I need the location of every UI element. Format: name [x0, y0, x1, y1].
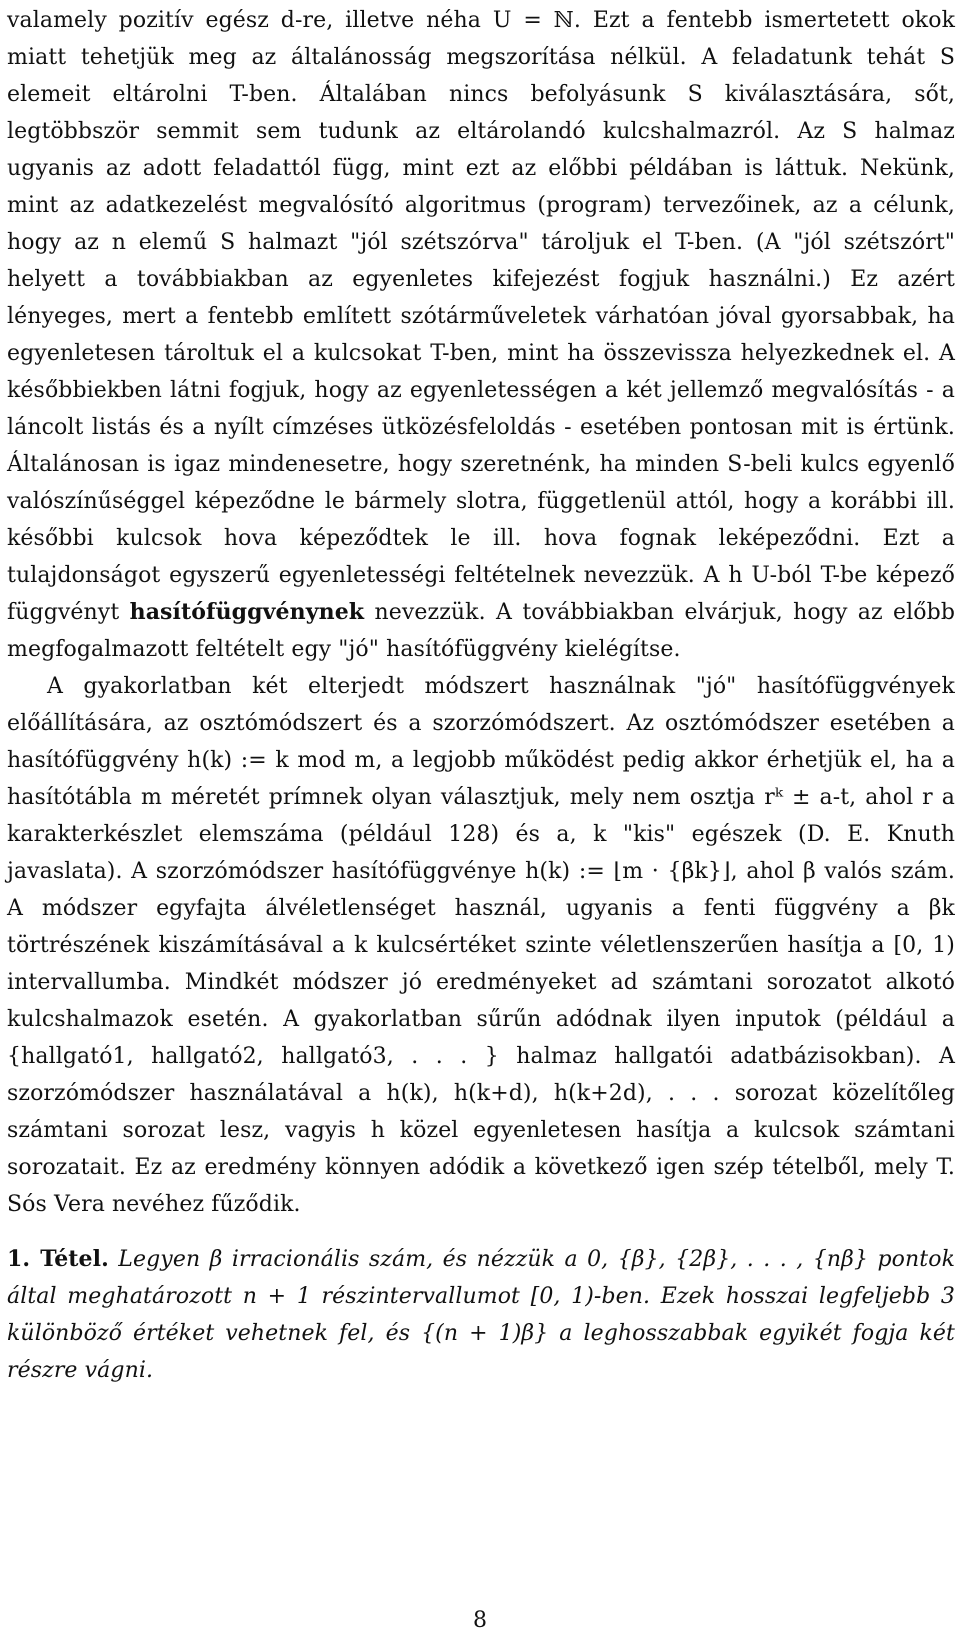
- page-number: 8: [473, 1608, 487, 1633]
- paragraph-hashing-intro: [7, 2, 955, 668]
- theorem-label: 1. Tétel.: [7, 1246, 109, 1272]
- paragraph-hash-methods: A gyakorlatban két elterjedt módszert használnak "jó" hasítófüggvények előállítására, az osztómódszert és a szorzómódszert. Az osztómódszer esetében a hasítófüggvény h(k) := k mod m, a legjobb működést pedig akkor érhetjük el, ha a hasítótábla m méretét prímnek olyan választjuk, mely nem osztja rᵏ ± a-t, ahol r a karakterkészlet elemszáma (például 128) és a, k "kis" egészek (D. E. Knuth javaslata). A szorzómódszer hasítófüggvénye h(k) := ⌊m · {βk}⌋, ahol β valós szám. A módszer egyfajta álvéletlenséget használ, ugyanis a fenti függvény a βk törtrészének kiszámításával a k kulcsértéket szinte véletlenszerűen hasítja a [0, 1) intervallumba. Mindkét módszer jó eredményeket ad számtani sorozatot alkotó kulcshalmazok esetén. A gyakorlatban sűrűn adódnak ilyen inputok (például a {hallgató1, hallgató2, hallgató3, . . . } halmaz hallgatói adatbázisokban). A szorzómódszer használatával a h(k), h(k+d), h(k+2d), . . . sorozat közelítőleg számtani sorozat lesz, vagyis h közel egyenletesen hasítja a kulcsok számtani sorozatait. Ez az eredmény könnyen adódik a következő igen szép tételből, mely T. Sós Vera nevéhez fűződik.: [7, 674, 955, 1217]
- paragraph-text-end: nevezzük. A továbbiakban elvárjuk, hogy az előbb megfogalmazott feltételt egy "jó" hasítófüggvény kielégítse.: [7, 600, 956, 662]
- defined-term: hasítófüggvénynek: [129, 599, 365, 625]
- paragraph-text: valamely pozitív egész d-re, illetve néha U = ℕ. Ezt a fentebb ismertetett okok miatt tehetjük meg az általánosság megszorítása nélkül. A feladatunk tehát S elemeit eltárolni T-ben. Általában nincs befolyásunk S kiválasztására, sőt, legtöbbször semmit sem tudunk az eltárolandó kulcshalmazról. Az S halmaz ugyanis az adott feladattól függ, mint ezt az előbbi példában is láttuk. Nekünk, mint az adatkezelést megvalósító algoritmus (program) tervezőinek, az a célunk, hogy az n elemű S halmazt "jól szétszórva" tároljuk el T-ben. (A "jól szétszórt" helyett a továbbiakban az egyenletes kifejezést fogjuk használni.) Ez azért lényeges, mert a fentebb említett szótárműveletek várhatóan jóval gyorsabbak, ha egyenletesen tároltuk el a kulcsokat T-ben, mint ha összevissza helyezkednek el. A későbbiekben látni fogjuk, hogy az egyenletességen a két jellemző megvalósítás - a láncolt listás és a nyílt címzéses ütközésfeloldás - esetében pontosan mit is értünk. Általánosan is igaz mindenesetre, hogy szeretnénk, ha minden S-beli kulcs egyenlő valószínűséggel képeződne le bármely slotra, függetlenül attól, hogy a korábbi ill. későbbi kulcsok hova képeződtek le ill. hova fognak leképeződni. Ezt a tulajdonságot egyszerű egyenletességi feltételnek nevezzük. A h U-ból T-be képező függvényt: [7, 8, 955, 625]
- body-text: [7, 2, 955, 1389]
- theorem: [7, 1241, 955, 1389]
- theorem-body: Legyen β irracionális szám, és nézzük a 0, {β}, {2β}, . . . , {nβ} pontok által meghatározott n + 1 részintervallumot [0, 1)-ben. Ezek hosszai legfeljebb 3 különböző értéket vehetnek fel, és {(n + 1)β} a leghosszabbak egyikét fogja két részre vágni.: [7, 1247, 956, 1383]
